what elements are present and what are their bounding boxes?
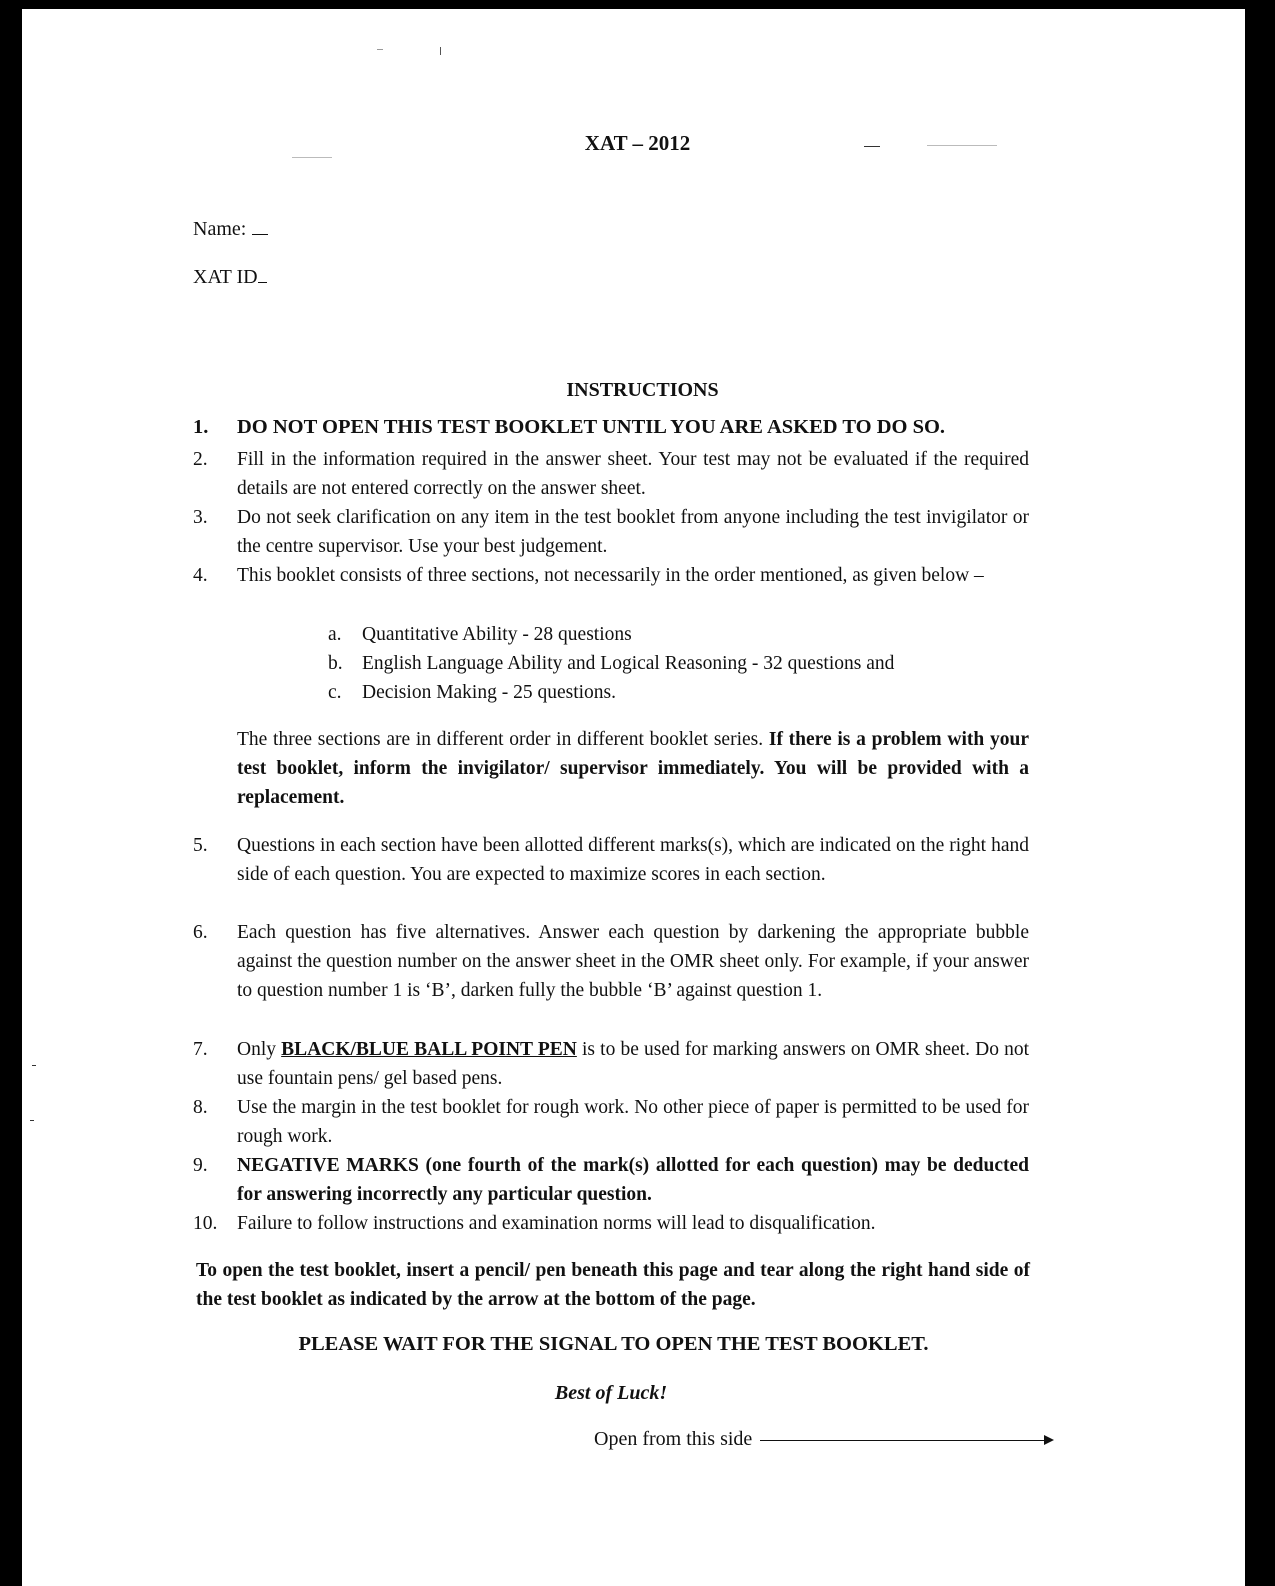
scan-speck [30, 1120, 34, 1121]
open-side-indicator [594, 1428, 1050, 1451]
scan-speck [377, 49, 383, 50]
section-item [328, 649, 1028, 678]
item-text: Each question has five alternatives. Answer each question by darkening the appropriate bubble against the question number on the answer sheet in the OMR sheet only. For example, if your answer to question number 1 is ‘B’, darken fully the bubble ‘B’ against question 1. [237, 922, 1029, 1002]
instruction-item-9 [193, 1151, 1029, 1209]
section-letter: c. [328, 682, 342, 704]
instruction-item-4 [193, 561, 1029, 590]
right-arrow-icon [760, 1440, 1050, 1441]
item-text: This booklet consists of three sections, not necessarily in the order mentioned, as given below – [237, 565, 984, 586]
name-blank [252, 220, 268, 235]
instruction-item-5 [193, 831, 1029, 889]
instruction-item-1 [193, 413, 1029, 442]
item-number: 1. [193, 416, 209, 438]
item-number: 4. [193, 565, 208, 586]
instructions-heading: INSTRUCTIONS [566, 379, 719, 401]
item-number: 2. [193, 449, 208, 470]
pen-requirement: BLACK/BLUE BALL POINT PEN [281, 1039, 577, 1060]
item-text: Questions in each section have been allotted different marks(s), which are indicated on the right hand side of each question. You are expected to maximize scores in each section. [237, 835, 1029, 886]
name-label: Name: [193, 218, 247, 240]
item-number: 8. [193, 1097, 208, 1118]
item-text: Use the margin in the test booklet for rough work. No other piece of paper is permitted to be used for rough work. [237, 1097, 1029, 1148]
open-side-label: Open from this side [594, 1428, 753, 1450]
wait-signal: PLEASE WAIT FOR THE SIGNAL TO OPEN THE TEST BOOKLET. [298, 1333, 929, 1355]
scan-speck [292, 157, 332, 158]
section-order-note [237, 725, 1029, 813]
arrow-head [1044, 1435, 1054, 1445]
section-letter: b. [328, 653, 343, 675]
exam-booklet-page [22, 9, 1245, 1586]
section-text: Quantitative Ability - 28 questions [362, 624, 632, 645]
section-item [328, 620, 1028, 649]
order-note-warning: If there is a problem with your test booklet, inform the invigilator/ supervisor immediately. You will be provided with a replacement. [237, 729, 1029, 809]
item-text: Failure to follow instructions and examination norms will lead to disqualification. [237, 1213, 876, 1234]
item-number: 9. [193, 1155, 208, 1176]
xat-id-label: XAT ID [193, 266, 258, 288]
section-text: Decision Making - 25 questions. [362, 682, 617, 704]
page-title: XAT – 2012 [584, 131, 691, 155]
item-text-pre: Only [237, 1039, 276, 1060]
order-note-text: The three sections are in different order in different booklet series. [237, 729, 764, 750]
negative-marks-warning: NEGATIVE MARKS (one fourth of the mark(s) allotted for each question) may be deducted for answering incorrectly any particular question. [237, 1155, 1029, 1206]
item-number: 3. [193, 507, 208, 528]
item-text: DO NOT OPEN THIS TEST BOOKLET UNTIL YOU ARE ASKED TO DO SO. [237, 416, 946, 438]
instruction-item-7 [193, 1035, 1029, 1093]
section-list [328, 620, 1028, 708]
open-booklet-note: To open the test booklet, insert a pencil/ pen beneath this page and tear along the right hand side of the test booklet as indicated by the arrow at the bottom of the page. [196, 1260, 1030, 1311]
instruction-item-8 [193, 1093, 1029, 1151]
xat-id-blank [258, 268, 267, 283]
item-text-post: is to be used for marking answers on OMR sheet. Do not use fountain pens/ gel based pens. [237, 1039, 1030, 1090]
section-letter: a. [328, 624, 342, 645]
item-number: 7. [193, 1039, 208, 1060]
section-item [328, 678, 1028, 707]
instruction-item-10 [193, 1209, 1029, 1238]
xat-id-field [193, 266, 267, 289]
item-number: 6. [193, 922, 208, 943]
scan-speck [440, 47, 441, 55]
item-text: Do not seek clarification on any item in the test booklet from anyone including the test invigilator or the centre supervisor. Use your best judgement. [237, 507, 1029, 558]
item-text: Fill in the information required in the answer sheet. Your test may not be evaluated if the required details are not entered correctly on the answer sheet. [237, 449, 1029, 500]
instruction-item-2 [193, 445, 1029, 503]
instruction-item-6 [193, 918, 1029, 1006]
item-number: 10. [193, 1213, 218, 1234]
best-of-luck: Best of Luck! [554, 1382, 668, 1404]
item-number: 5. [193, 835, 208, 856]
instruction-item-3 [193, 503, 1029, 561]
scan-speck [32, 1065, 36, 1066]
item-text [237, 1035, 1029, 1093]
section-text: English Language Ability and Logical Reasoning - 32 questions and [362, 653, 895, 675]
name-field [193, 218, 268, 241]
